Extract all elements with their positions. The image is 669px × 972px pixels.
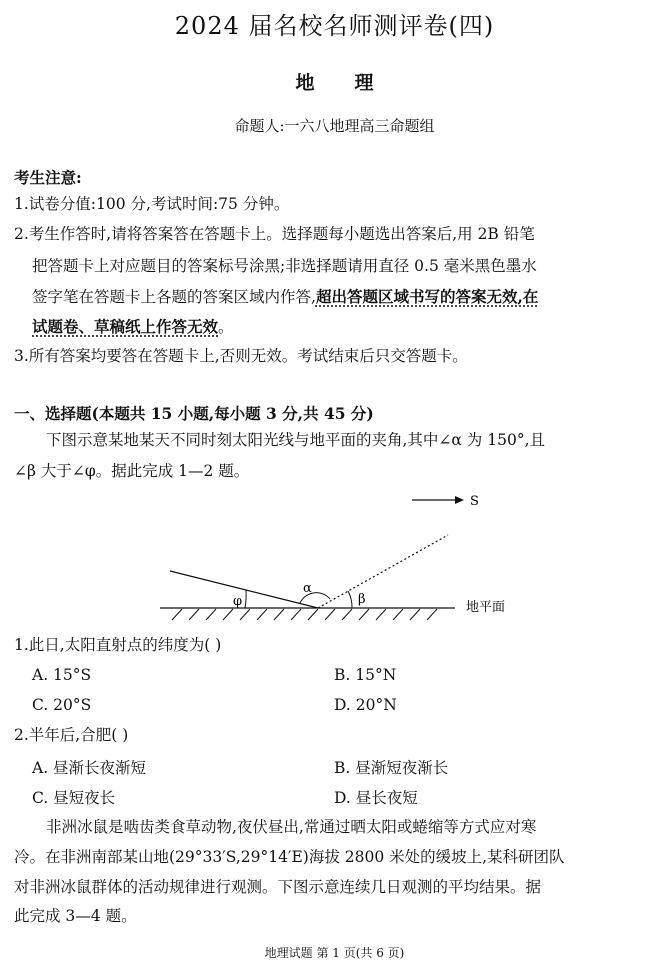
question-1-stem: 1.此日,太阳直射点的纬度为( ) <box>14 636 222 654</box>
ground-label: 地平面 <box>466 600 506 615</box>
intro-q3-4-line-2: 冷。在非洲南部某山地(29°33′S,29°14′E)海拔 2800 米处的缓坡上,某科研团队 <box>14 848 565 866</box>
notice-end-punct: 。 <box>218 318 234 336</box>
notice-item-2-line-4 <box>32 312 234 342</box>
notice-item-1: 1.试卷分值:100 分,考试时间:75 分钟。 <box>14 195 290 213</box>
arrow-label: S <box>470 494 479 509</box>
section-heading: 一、选择题(本题共 15 小题,每小题 3 分,共 45 分) <box>14 404 374 423</box>
notice-emphasis-text: 超出答题区域书写的答案无效,在 <box>315 287 539 306</box>
notice-plain-text: 签字笔在答题卡上各题的答案区域内作答, <box>32 288 316 306</box>
intro-q1-2-line-1: 下图示意某地某天不同时刻太阳光线与地平面的夹角,其中∠α 为 150°,且 <box>46 431 545 449</box>
sun-ray-beta <box>318 535 448 608</box>
sun-ray-phi <box>170 571 318 608</box>
angle-alpha-label: α <box>303 581 312 596</box>
author-line: 命题人:一六八地理高三命题组 <box>234 117 435 135</box>
question-2-option-b: B. 昼渐短夜渐长 <box>334 759 449 777</box>
notice-emphasis-text-2: 试题卷、草稿纸上作答无效 <box>32 317 219 336</box>
notice-heading: 考生注意: <box>14 168 82 187</box>
question-1-option-a: A. 15°S <box>32 666 92 684</box>
question-1-option-b: B. 15°N <box>334 666 397 684</box>
angle-phi-arc <box>245 590 246 608</box>
angle-beta-arc <box>348 591 352 608</box>
question-2-option-c: C. 昼短夜长 <box>32 789 116 807</box>
intro-q3-4-line-4: 此完成 3—4 题。 <box>14 907 137 925</box>
notice-item-2-line-3 <box>32 282 538 312</box>
question-1-option-d: D. 20°N <box>334 696 397 714</box>
question-2-stem: 2.半年后,合肥( ) <box>14 726 129 744</box>
page-footer: 地理试题 第 1 页(共 6 页) <box>264 946 405 960</box>
angle-beta-label: β <box>358 592 366 607</box>
notice-item-2-line-1: 2.考生作答时,请将答案答在答题卡上。选择题每小题选出答案后,用 2B 铅笔 <box>14 225 535 243</box>
intro-q1-2-line-2: ∠β 大于∠φ。据此完成 1—2 题。 <box>14 462 250 480</box>
question-2-option-a: A. 昼渐长夜渐短 <box>32 759 147 777</box>
notice-item-3: 3.所有答案均要答在答题卡上,否则无效。考试结束后只交答题卡。 <box>14 347 468 365</box>
angle-phi-label: φ <box>233 594 243 609</box>
intro-q3-4-line-3: 对非洲冰鼠群体的活动规律进行观测。下图示意连续几日观测的平均结果。据 <box>14 878 542 896</box>
intro-q3-4-line-1: 非洲冰鼠是啮齿类食草动物,夜伏昼出,常通过晒太阳或蜷缩等方式应对寒 <box>46 818 537 836</box>
question-1-option-c: C. 20°S <box>32 696 92 714</box>
exam-title: 2024 届名校名师测评卷(四) <box>174 12 495 40</box>
subject-title: 地理 <box>295 72 414 94</box>
sun-angle-figure <box>0 480 669 625</box>
question-2-option-d: D. 昼长夜短 <box>334 789 418 807</box>
ground-hatching <box>172 609 437 620</box>
notice-item-2-line-2: 把答题卡上对应题目的答案标号涂黑;非选择题请用直径 0.5 毫米黑色墨水 <box>32 257 537 275</box>
arrow-head <box>455 496 464 504</box>
